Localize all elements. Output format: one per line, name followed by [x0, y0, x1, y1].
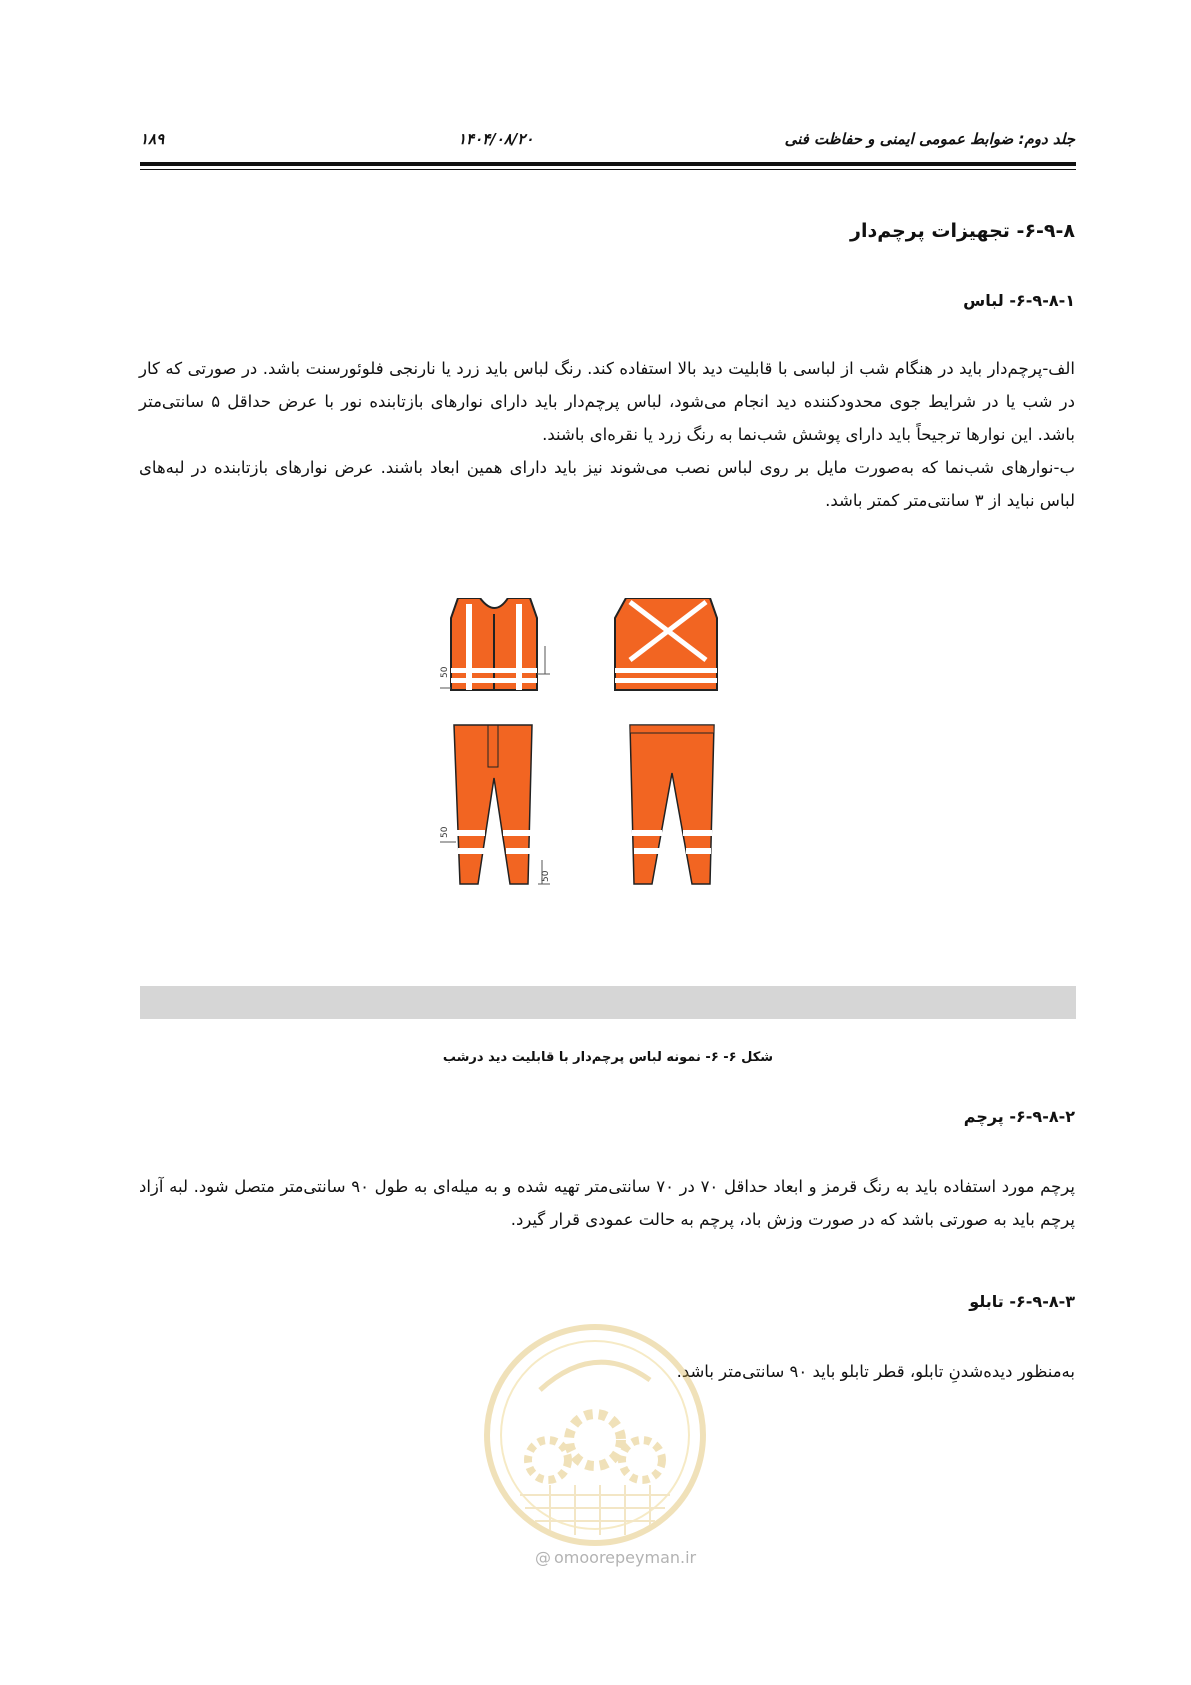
subsection-flag-title: ۶-۹-۸-۲- پرچم [963, 1107, 1075, 1126]
flag-paragraph: پرچم مورد استفاده باید به رنگ قرمز و ابعاد حداقل ۷۰ در ۷۰ سانتی‌متر تهیه شده و به میله‌ای به طول ۹۰ سانتی‌متر متصل شود. لبه آزاد پرچم باید به صورتی باشد که در صورت وزش باد، پرچم به حالت عمودی قرار گیرد. [139, 1177, 1075, 1229]
watermark-seal [480, 1320, 710, 1550]
watermark-logo-icon [480, 1320, 710, 1550]
paragraph-be: ب-نوارهای شب‌نما که به‌صورت مایل بر روی لباس نصب می‌شوند نیز باید دارای همین ابعاد باشند. عرض نوارهای بازتابنده در لبه‌های لباس نباید از ۳ سانتی‌متر کمتر باشد. [139, 458, 1075, 510]
pants-front [440, 725, 551, 884]
figure-caption: شکل ۶- ۶- نمونه لباس پرچم‌دار با قابلیت دید درشب [442, 1050, 774, 1065]
dimension-label: 50 [440, 666, 450, 678]
vest-back [615, 598, 717, 690]
clothing-paragraphs [139, 352, 1075, 517]
header-rule-thick [140, 162, 1076, 166]
header-book-title: جلد دوم: ضوابط عمومی ایمنی و حفاظت فنی [784, 130, 1075, 148]
header-rule-thin [140, 169, 1076, 170]
header-date: ۱۴۰۴/۰۸/۲۰ [458, 130, 534, 148]
watermark-url-text: omoorepeyman.ir [554, 1548, 697, 1567]
clothing-illustration [440, 598, 780, 962]
section-title: ۶-۹-۸- تجهیزات پرچم‌دار [850, 220, 1075, 242]
dimension-label-pants-lower: 50 [541, 870, 551, 882]
subsection-clothing-title: ۶-۹-۸-۱- لباس [963, 291, 1075, 310]
sign-paragraph: به‌منظور دیده‌شدنِ تابلو، قطر تابلو باید ۹۰ سانتی‌متر باشد. [676, 1362, 1075, 1381]
figure-gray-band [140, 986, 1076, 1019]
dimension-label-pants-upper: 50 [440, 826, 450, 838]
vest-front [440, 598, 550, 690]
watermark-url [535, 1548, 696, 1567]
paragraph-alef: الف-پرچم‌دار باید در هنگام شب از لباسی با قابلیت دید بالا استفاده کند. رنگ لباس باید زرد یا نارنجی فلوئورسنت باشد. در صورتی که کار در شب یا در شرایط جوی محدودکننده دید انجام می‌شود، لباس پرچم‌دار باید دارای نوارهای بازتابنده نور با عرض حداقل ۵ سانتی‌متر باشد. این نوارها ترجیحاً باید دارای پوشش شب‌نما به رنگ زرد یا نقره‌ای باشند. [139, 359, 1075, 444]
pants-back [630, 725, 714, 884]
subsection-sign-title: ۶-۹-۸-۳- تابلو [969, 1292, 1075, 1311]
figure-flagger-clothing [440, 598, 780, 962]
at-icon: @ [535, 1548, 551, 1567]
page-number: ۱۸۹ [140, 130, 165, 148]
